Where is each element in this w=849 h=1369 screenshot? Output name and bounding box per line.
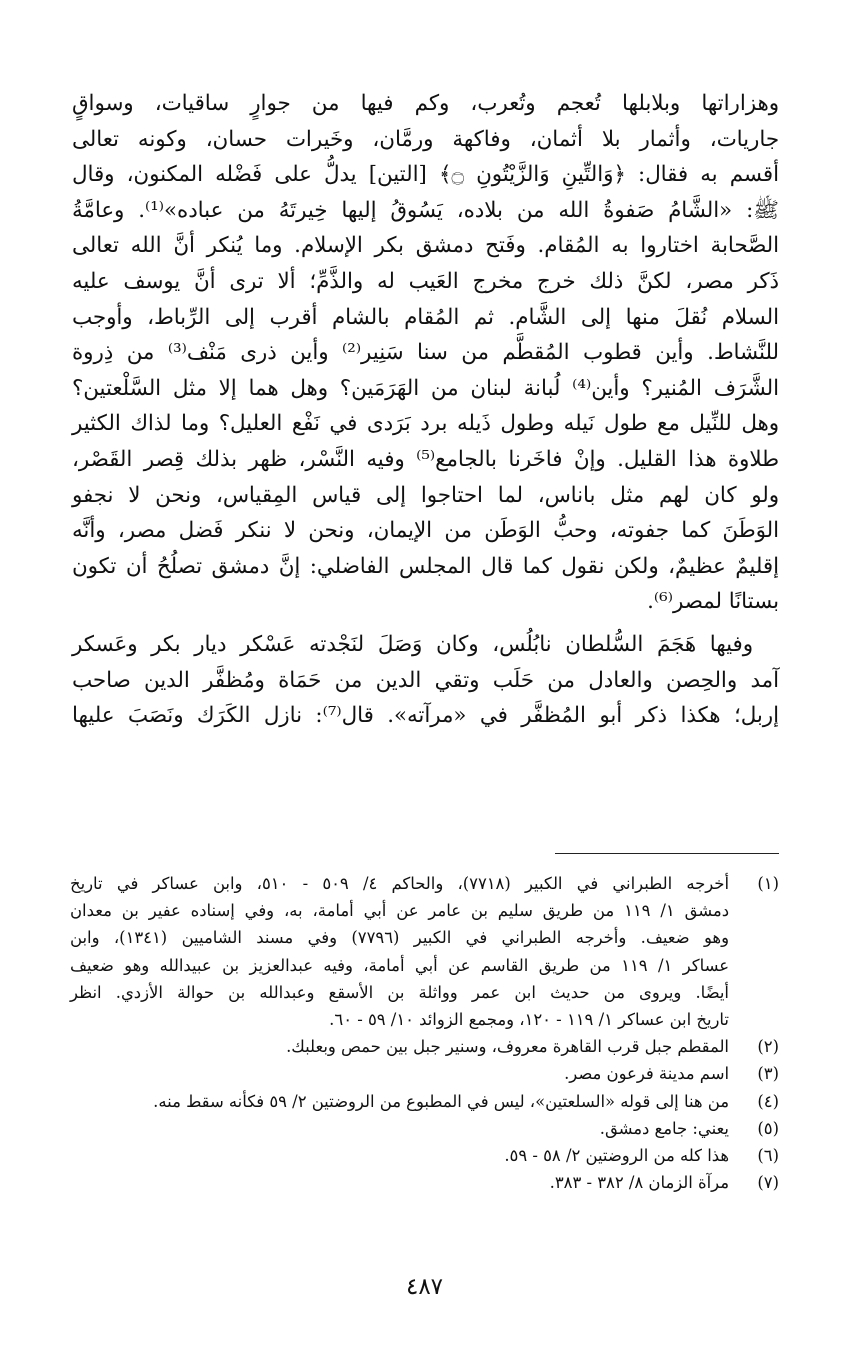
body-line: الصَّحابة اختاروا به المُقام. وفَتح دمشق بكر الإسلام. وما يُنكر أنَّ الله تعالى <box>72 233 779 259</box>
body-line: إربل؛ هكذا ذكر أبو المُظفَّر في «مرآته». قال⁽⁷⁾: نازل الكَرَك ونَصَبَ عليها <box>72 703 779 729</box>
footnote-line: تاريخ ابن عساكر ١/ ١١٩ - ١٢٠، ومجمع الزوائد ١٠/ ٥٩ - ٦٠. <box>329 1010 729 1030</box>
footnote-line: أيضًا. ويروى من حديث ابن عمر وواثلة بن الأسقع وعبدالله بن حوالة الأزدي. انظر <box>70 982 729 1002</box>
footnote-line: مرآة الزمان ٨/ ٣٨٢ - ٣٨٣. <box>549 1173 729 1193</box>
footnote-text <box>70 1060 729 1087</box>
body-line: أقسم به فقال: ﴿وَالتِّينِ وَالزَّيْتُونِ ۝﴾ [التين] يدلُّ على فَضْله المكنون، وقال <box>72 162 779 188</box>
footnote-item <box>70 1033 779 1060</box>
body-line: إقليمٌ عظيمٌ، ولكن نقول كما قال المجلس الفاضلي: إنَّ دمشق تصلُحُ أن تكون <box>72 553 779 579</box>
body-line: الوَطَنَ كما جفوته، وحبُّ الوَطَن من الإيمان، ونحن لا ننكر فَضل مصر، وأنَّه <box>72 518 779 544</box>
body-line: وفيها هَجَمَ السُّلطان نابُلُس، وكان وَصَلَ لنَجْدته عَسْكر ديار بكر وعَسكر <box>72 631 753 657</box>
footnote-line: وهو ضعيف. وأخرجه الطبراني في الكبير (٧٧٩٦) وفي مسند الشاميين (١٣٤١)، وابن <box>70 928 729 948</box>
body-line: السلام نُقلَ منها إلى الشَّام. ثم المُقام بالشام أقرب إلى الرِّباط، وأوجب <box>72 304 779 330</box>
footnote-line: المقطم جبل قرب القاهرة معروف، وسنير جبل بين حمص وبعلبك. <box>286 1037 729 1057</box>
footnote-line: عساكر ١/ ١١٩ من طريق القاسم عن أبي أمامة، وفيه عبدالعزيز بن عبيدالله وهو ضعيف <box>70 955 729 975</box>
footnote-number: (٥) <box>757 1118 779 1138</box>
footnote-number: (٣) <box>757 1064 779 1084</box>
footnote-line: أخرجه الطبراني في الكبير (٧٧١٨)، والحاكم ٤/ ٥٠٩ - ٥١٠، وابن عساكر في تاريخ <box>70 874 729 893</box>
body-line: وهل للنِّيل مع طول نَيله وطول ذَيله برد بَرَدى في نَفْع العليل؟ وما لذاك الكثير <box>72 411 779 437</box>
footnote-line: من هنا إلى قوله «السلعتين»، ليس في المطبوع من الروضتين ٢/ ٥٩ فكأنه سقط منه. <box>153 1091 729 1111</box>
footnote-number: (٤) <box>757 1091 779 1111</box>
footnote-text <box>70 1142 729 1169</box>
footnote-item <box>70 1142 779 1169</box>
page-number: ٤٨٧ <box>405 1274 444 1300</box>
footnote-number: (٦) <box>757 1146 779 1166</box>
footnote-text <box>70 1115 729 1142</box>
body-line: ذَكر مصر، لكنَّ ذلك خرج مخرج العَيب له والذَّمِّ؛ ألا ترى أنَّ يوسف عليه <box>72 268 779 294</box>
footnote-line: دمشق ١/ ١١٩ من طريق سليم بن عامر عن أبي أمامة، به، وفي إسناده عفير بن معدان <box>70 901 729 921</box>
footnote-number: (٢) <box>757 1037 779 1057</box>
footnote-number: (٧) <box>757 1173 779 1193</box>
body-line: للنَّشاط. وأين قطوب المُقطَّم من سنا سَنِير⁽²⁾ وأين ذرى مَنْف⁽³⁾ من ذِروة <box>72 340 779 366</box>
main-text <box>72 86 779 734</box>
footnote-text <box>70 870 729 1033</box>
footnote-line: اسم مدينة فرعون مصر. <box>564 1064 729 1084</box>
body-line: بستانًا لمصر⁽⁶⁾. <box>647 589 779 615</box>
footnote-line: يعني: جامع دمشق. <box>599 1118 729 1138</box>
footnote-item <box>70 870 779 1033</box>
footnote-item <box>70 1115 779 1142</box>
footnote-text <box>70 1033 729 1060</box>
footnote-item <box>70 1169 779 1196</box>
footnote-item <box>70 1060 779 1087</box>
footnote-text <box>70 1088 729 1115</box>
body-line: ولو كان لهم مثل باناس، لما احتاجوا إلى قياس المِقياس، ونحن لا نجفو <box>72 482 779 508</box>
body-line: جاريات، وأثمار بلا أثمان، وفاكهة ورمَّان، وخَيرات حسان، وكونه تعالى <box>72 126 779 152</box>
body-line: الشَّرَف المُنير؟ وأين⁽⁴⁾ لُبانة لبنان من الهَرَمَين؟ وهل هما إلا مثل السَّلْعتين؟ <box>72 375 780 401</box>
footnote-text <box>70 1169 729 1196</box>
footnote-number: (١) <box>757 874 779 893</box>
body-line: ﷺ: «الشَّامُ صَفوةُ الله من بلاده، يَسُوقُ إليها خِيرتَهُ من عباده»⁽¹⁾. وعامَّةُ <box>72 197 780 223</box>
footnotes <box>70 870 779 1196</box>
footnote-line: هذا كله من الروضتين ٢/ ٥٨ - ٥٩. <box>504 1146 729 1166</box>
body-line: آمد والحِصن والعادل من حَلَب وتقي الدين من حَمَاة ومُظفَّر الدين صاحب <box>72 667 779 693</box>
footnote-item <box>70 1088 779 1115</box>
body-line: وهزاراتها وبلابلها تُعجم وتُعرب، وكم فيها من جوارٍ ساقيات، وسواقٍ <box>72 91 779 116</box>
footnote-separator <box>555 853 779 854</box>
body-line: طلاوة هذا القليل. وإنْ فاخَرنا بالجامع⁽⁵⁾ وفيه النَّسْر، ظهر بذلك قِصر القَصْر، <box>72 446 779 472</box>
